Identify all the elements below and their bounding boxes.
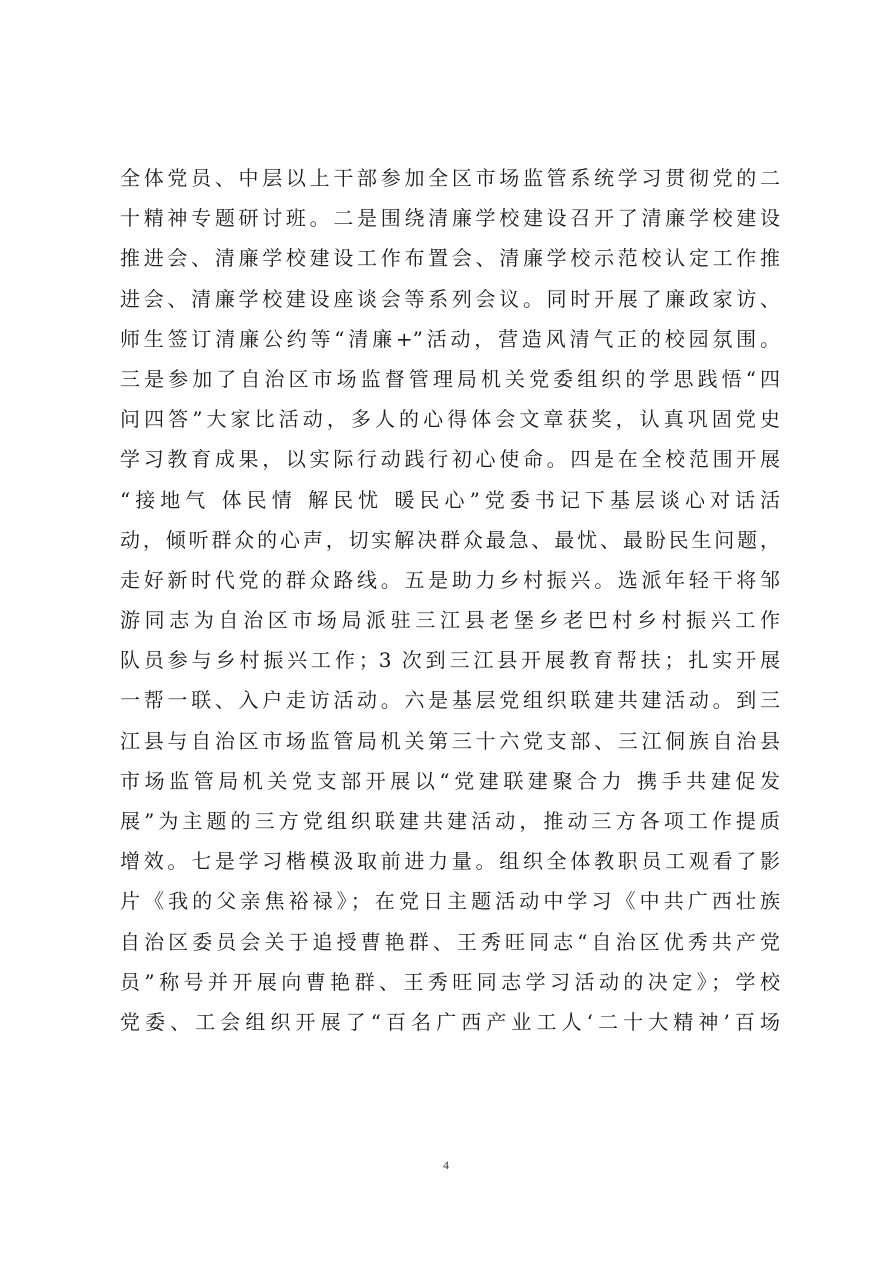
body-text xyxy=(120,158,780,1042)
text-line: 展”为主题的三方党组织联建共建活动，推动三方各项工作提质 xyxy=(120,809,780,833)
text-line: 员”称号并开展向曹艳群、王秀旺同志学习活动的决定》；学校 xyxy=(120,969,780,994)
text-line: 片《我的父亲焦裕禄》；在党日主题活动中学习《中共广西壮族 xyxy=(120,889,780,914)
text-line: 十精神专题研讨班。二是围绕清廉学校建设召开了清廉学校建设 xyxy=(120,206,780,231)
text-line: 党委、工会组织开展了“百名广西产业工人‘二十大精神’百场 xyxy=(120,1009,780,1034)
text-line: 自治区委员会关于追授曹艳群、王秀旺同志“自治区优秀共产党 xyxy=(120,929,780,954)
text-line: 市场监管局机关党支部开展以“党建联建聚合力 携手共建促发 xyxy=(120,768,780,793)
text-line: 游同志为自治区市场局派驻三江县老堡乡老巴村乡村振兴工作 xyxy=(120,608,780,633)
text-line: 一帮一联、入户走访活动。六是基层党组织联建共建活动。到三 xyxy=(120,688,780,713)
text-line: 师生签订清廉公约等“清廉+”活动，营造风清气正的校园氛围。 xyxy=(120,326,780,351)
text-line: 进会、清廉学校建设座谈会等系列会议。同时开展了廉政家访、 xyxy=(120,286,780,311)
text-line: 学习教育成果，以实际行动践行初心使命。四是在全校范围开展 xyxy=(120,447,780,472)
text-line: “接地气 体民情 解民忧 暖民心”党委书记下基层谈心对话活 xyxy=(120,487,780,512)
text-line: 全体党员、中层以上干部参加全区市场监管系统学习贯彻党的二 xyxy=(120,166,780,190)
text-line: 江县与自治区市场监管局机关第三十六党支部、三江侗族自治县 xyxy=(120,728,780,753)
text-line: 增效。七是学习楷模汲取前进力量。组织全体教职员工观看了影 xyxy=(120,849,780,874)
text-line: 走好新时代党的群众路线。五是助力乡村振兴。选派年轻干将邹 xyxy=(120,567,780,592)
text-line: 动，倾听群众的心声，切实解决群众最急、最忧、最盼民生问题， xyxy=(120,527,780,552)
text-line: 问四答”大家比活动，多人的心得体会文章获奖，认真巩固党史 xyxy=(120,407,780,432)
text-line: 推进会、清廉学校建设工作布置会、清廉学校示范校认定工作推 xyxy=(120,246,780,271)
text-line: 队员参与乡村振兴工作；3 次到三江县开展教育帮扶；扎实开展 xyxy=(120,648,780,673)
text-line: 三是参加了自治区市场监督管理局机关党委组织的学思践悟“四 xyxy=(120,366,780,391)
page-number: 4 xyxy=(443,1158,449,1172)
